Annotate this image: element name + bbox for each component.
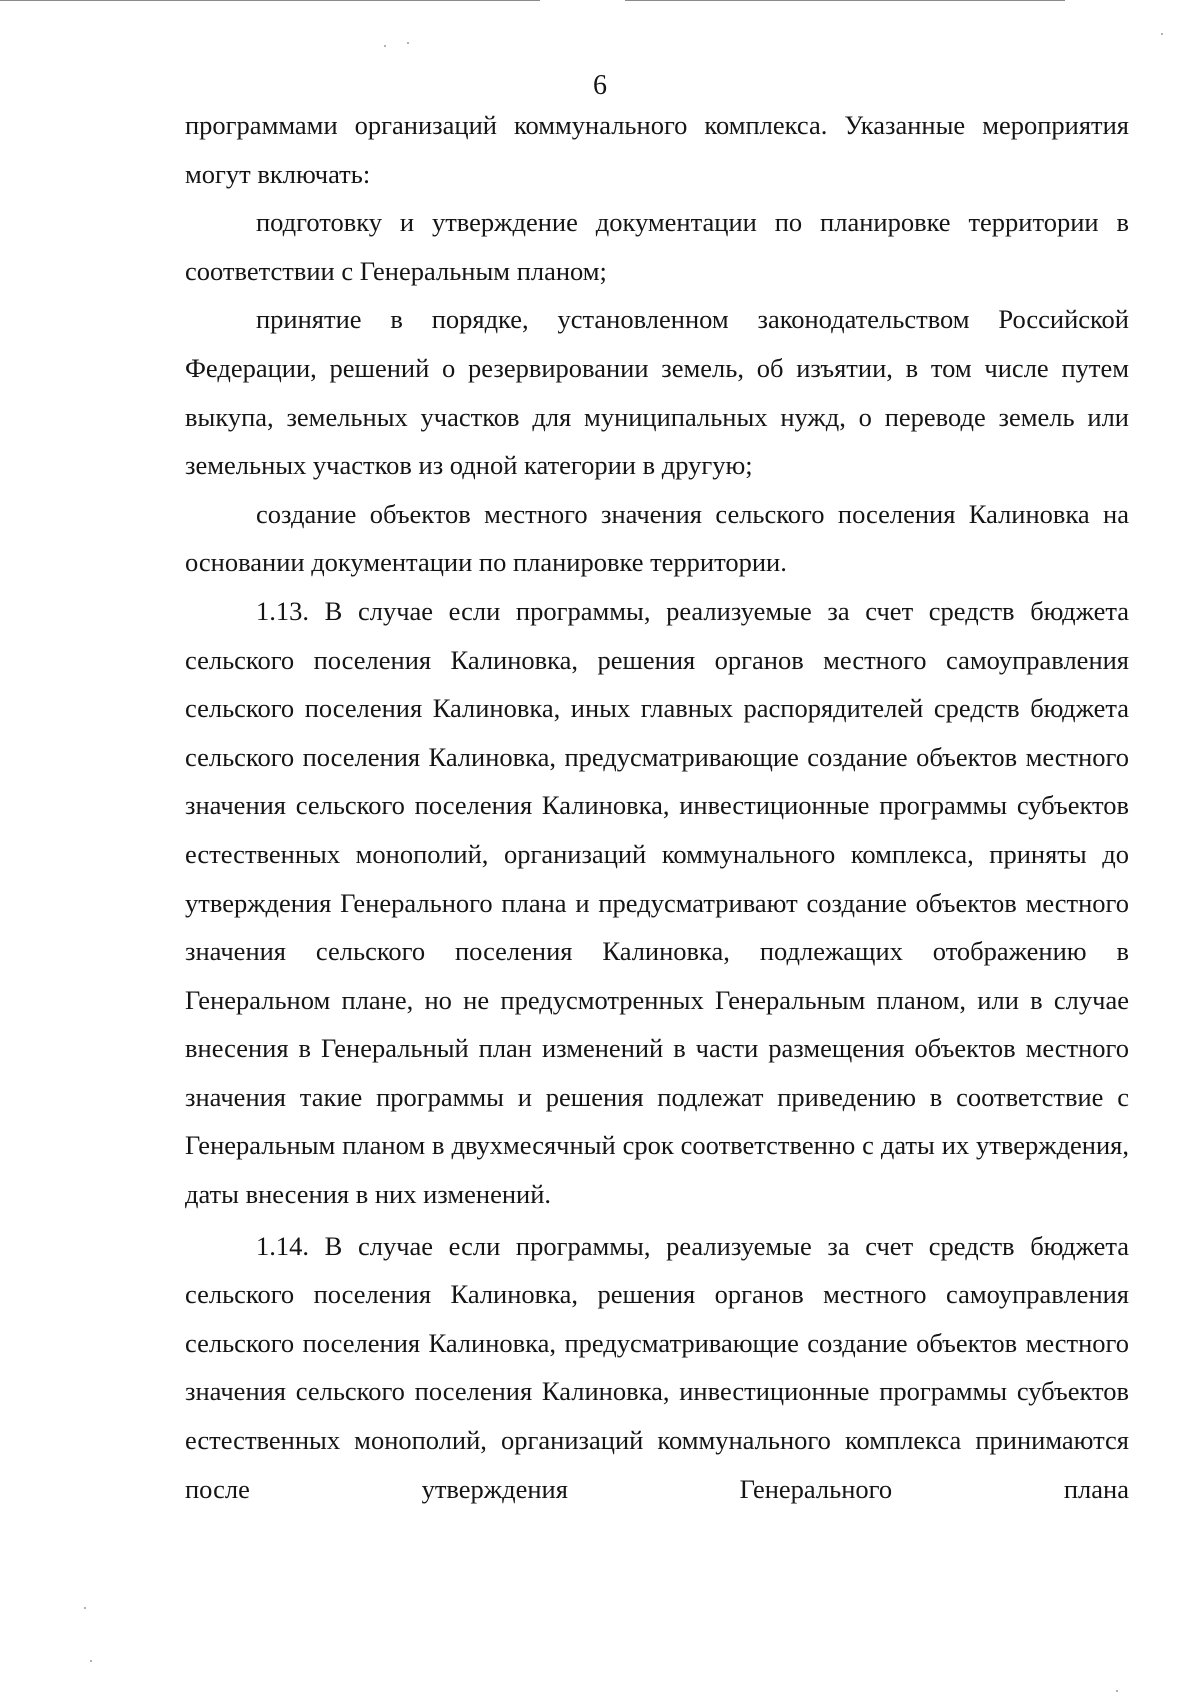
scan-speck: [384, 45, 386, 47]
paragraph-measure-land-reservation: принятие в порядке, установленном законодательством Российской Федерации, решений о резервировании земель, об изъятии, в том числе путем выкупа, земельных участков для муниципальных нужд, о переводе земель или земельных участков из одной категории в другую;: [185, 304, 1129, 481]
scan-speck: [1116, 1690, 1118, 1692]
scan-speck: [407, 42, 409, 44]
paragraph-clause-1-13: 1.13. В случае если программы, реализуемые за счет средств бюджета сельского поселения Калиновка, решения органов местного самоуправления сельского поселения Калиновка, иных главных распорядителей средств бюджета сельского поселения Калиновка, предусматривающие создание объектов местного значения сельского поселения Калиновка, инвестиционные программы субъектов естественных монополий, организаций коммунального комплекса, приняты до утверждения Генерального плана и предусматривают создание объектов местного значения сельского поселения Калиновка, подлежащих отображению в Генеральном плане, но не предусмотренных Генеральным планом, или в случае внесения в Генеральный план изменений в части размещения объектов местного значения такие программы и решения подлежат приведению в соответствие с Генеральным планом в двухмесячный срок соответственно с даты их утверждения, даты внесения в них изменений.: [185, 595, 1129, 1210]
scan-edge-line-right: [625, 0, 1065, 1]
scan-speck: [1161, 33, 1163, 35]
scan-speck: [90, 1660, 92, 1662]
paragraph-measure-planning-docs: подготовку и утверждение документации по планировке территории в соответствии с Генеральным планом;: [185, 207, 1129, 286]
page-number: 6: [593, 70, 607, 101]
scan-edge-line-left: [0, 0, 540, 1]
scan-speck: [84, 1607, 86, 1609]
paragraph-measure-local-objects: создание объектов местного значения сельского поселения Калиновка на основании документации по планировке территории.: [185, 498, 1129, 578]
paragraph-clause-1-14: 1.14. В случае если программы, реализуемые за счет средств бюджета сельского поселения Калиновка, решения органов местного самоуправления сельского поселения Калиновка, предусматривающие создание объектов местного значения сельского поселения Калиновка, инвестиционные программы субъектов естественных монополий, организаций коммунального комплекса принимаются после утверждения Генерального плана: [185, 1230, 1129, 1504]
paragraph-continuation: программами организаций коммунального комплекса. Указанные мероприятия могут включать:: [185, 110, 1129, 189]
document-body: [185, 101, 1129, 1513]
